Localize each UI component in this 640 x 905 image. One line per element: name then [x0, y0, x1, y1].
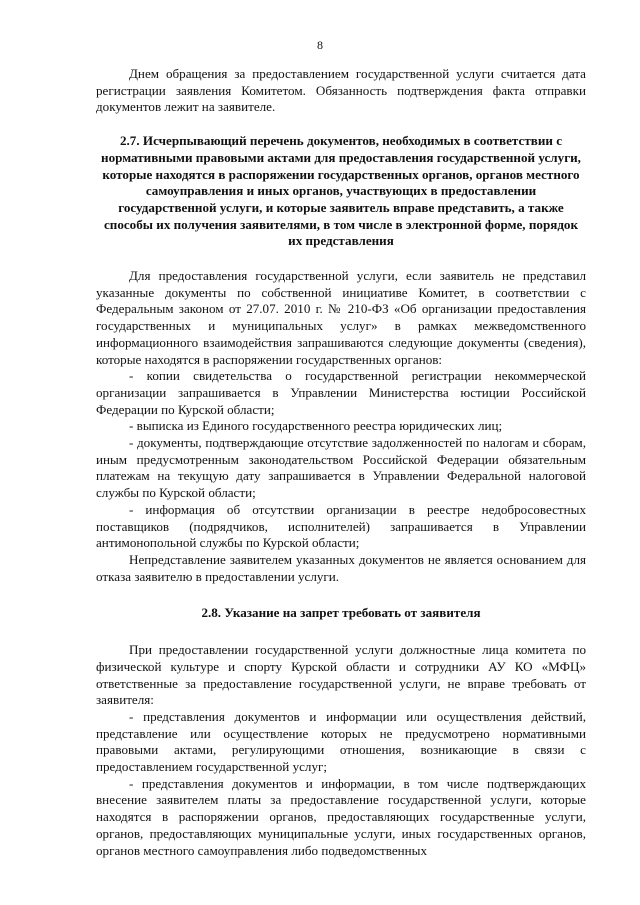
paragraph-application-date: Днем обращения за предоставлением государственной услуги считается дата регистрации заявления Комитетом. Обязанность подтверждения факта отправки документов лежит на заявителе. — [96, 66, 586, 115]
list-item: - копии свидетельства о государственной регистрации некоммерческой организации запрашивается в Управлении Министерства юстиции Российской Федерации по Курской области; — [96, 368, 586, 417]
list-item: - информация об отсутствии организации в реестре недобросовестных поставщиков (подрядчиков, исполнителей) запрашивается в Управлении антимонопольной службы по Курской области; — [96, 501, 586, 551]
page-content — [96, 66, 586, 859]
section-heading-2-8: 2.8. Указание на запрет требовать от заявителя — [201, 605, 481, 621]
list-item: - выписка из Единого государственного реестра юридических лиц; — [129, 418, 503, 434]
paragraph-prohibition: При предоставлении государственной услуги должностные лица комитета по физической культуре и спорту Курской области и сотрудники АУ КО «МФЦ» ответственные за предоставление государственной услуги, не вправе требовать от заявителя: — [96, 642, 586, 708]
paragraph-non-submission: Непредставление заявителем указанных документов не является основанием для отказа заявителю в предоставлении услуги. — [96, 551, 586, 584]
list-item: - представления документов и информации или осуществления действий, представление или осуществление которых не предусмотрено нормативными правовыми актами, регулирующими отношения, возникающие в связи с предоставлением государственной услуг; — [96, 708, 586, 775]
paragraph-interagency-request: Для предоставления государственной услуги, если заявитель не представил указанные документы по собственной инициативе Комитет, в соответствии с Федеральным законом от 27.07. 2010 г. № 210-ФЗ «Об организации предоставления государственных и муниципальных услуг» в рамках межведомственного информационного взаимодействия запрашиваются следующие документы (сведения), которые находятся в распоряжении государственных органов: — [96, 268, 586, 367]
list-item: - представления документов и информации, в том числе подтверждающих внесение заявителем платы за предоставление государственной услуги, которые находятся в распоряжении органов, предоставляющих государственные услуги, органов, предоставляющих муниципальные услуги, иных государственных органов, органов местного самоуправления либо подведомственных — [96, 775, 586, 858]
list-item: - документы, подтверждающие отсутствие задолженностей по налогам и сборам, иным предусмотренным законодательством Российской Федерации обязательным платежам на текущую дату запрашивается в Управлении Федеральной налоговой службы по Курской области; — [96, 435, 586, 501]
section-heading-2-7: 2.7. Исчерпывающий перечень документов, необходимых в соответствии с нормативными правовыми актами для предоставления государственной услуги, которые находятся в распоряжении государственных органов, органов местного самоуправления и иных органов, участвующих в предоставлении государственной услуги, и которые заявитель вправе представить, а также способы их получения заявителями, в том числе в электронной форме, порядок их представления — [101, 133, 581, 249]
page-number: 8 — [317, 38, 323, 52]
